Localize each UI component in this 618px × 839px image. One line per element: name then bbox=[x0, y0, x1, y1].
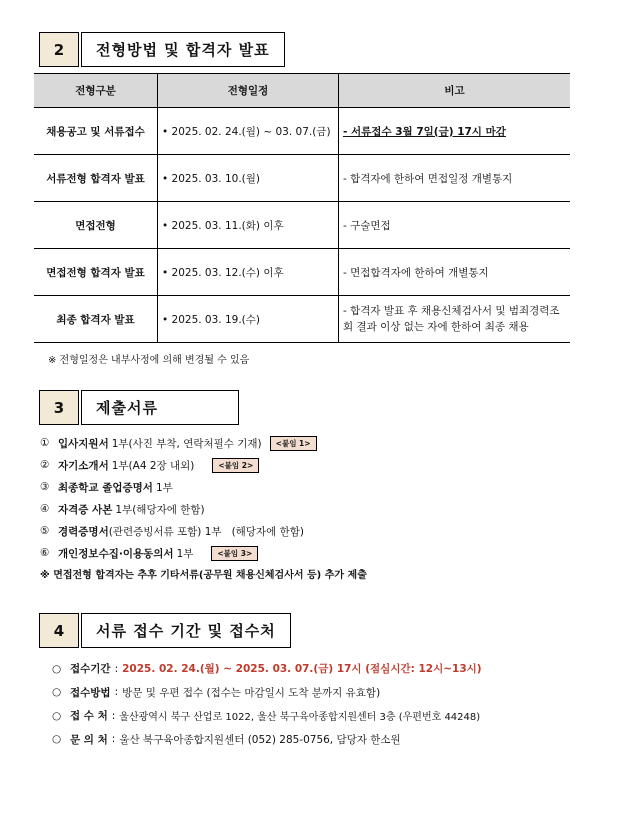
attachment-tag: <붙임 3> bbox=[211, 546, 258, 561]
item-name: 경력증명서 bbox=[58, 525, 109, 538]
info-value: 울산 북구육아종합지원센터 (052) 285-0756, 담당자 한소원 bbox=[119, 733, 401, 746]
section-number: 2 bbox=[39, 32, 79, 67]
row-type: 채용공고 및 서류접수 bbox=[34, 108, 158, 155]
item-name: 개인정보수집·이용동의서 bbox=[58, 547, 174, 560]
item-number: ② bbox=[40, 459, 50, 471]
row-date: • 2025. 02. 24.(월) ~ 03. 07.(금) bbox=[158, 108, 339, 155]
item-number: ① bbox=[40, 437, 50, 449]
item-name: 자격증 사본 bbox=[58, 503, 113, 516]
attachment-tag: <붙임 2> bbox=[212, 458, 259, 473]
table-header-row bbox=[34, 74, 570, 108]
row-date: • 2025. 03. 19.(수) bbox=[158, 296, 339, 343]
col-header-date: 전형일정 bbox=[158, 74, 339, 108]
schedule-footnote: ※ 전형일정은 내부사정에 의해 변경될 수 있음 bbox=[48, 355, 250, 366]
section-4-heading bbox=[39, 613, 291, 648]
table-row bbox=[34, 155, 570, 202]
table-row bbox=[34, 249, 570, 296]
table-row bbox=[34, 108, 570, 155]
row-type: 최종 합격자 발표 bbox=[34, 296, 158, 343]
list-item: ○ 접수방법 : 방문 및 우편 접수 (접수는 마감일시 도착 분까지 유효함) bbox=[52, 686, 381, 699]
item-desc: 1부(사진 부착, 연락처필수 기재) bbox=[111, 437, 262, 450]
item-desc: 1부(해당자에 한함) bbox=[115, 503, 205, 516]
section-3-heading bbox=[39, 390, 239, 425]
item-desc: 1부(A4 2장 내외) bbox=[111, 459, 195, 472]
row-note: - 서류접수 3월 7일(금) 17시 마감 bbox=[339, 108, 571, 155]
row-date: • 2025. 03. 10.(월) bbox=[158, 155, 339, 202]
item-desc: 1부 bbox=[155, 481, 173, 494]
row-date: • 2025. 03. 12.(수) 이후 bbox=[158, 249, 339, 296]
item-desc: (관련증빙서류 포함) 1부 (해당자에 한함) bbox=[108, 525, 304, 538]
list-item bbox=[40, 542, 367, 564]
col-header-type: 전형구분 bbox=[34, 74, 158, 108]
info-label: 문 의 처 bbox=[70, 733, 108, 746]
list-item: ○ 문 의 처 : 울산 북구육아종합지원센터 (052) 285-0756, 담당자 한소원 bbox=[52, 733, 401, 746]
list-item: ○ 접 수 처 : 울산광역시 북구 산업로 1022, 울산 북구육아종합지원센터 3층 (우편번호 44248) bbox=[52, 709, 481, 724]
item-name: 입사지원서 bbox=[58, 437, 109, 450]
attachment-tag: <붙임 1> bbox=[270, 436, 317, 451]
row-note: - 합격자 발표 후 채용신체검사서 및 범죄경력조회 결과 이상 없는 자에 한하여 최종 채용 bbox=[339, 296, 571, 343]
row-note: - 구술면접 bbox=[339, 202, 571, 249]
row-type: 면접전형 합격자 발표 bbox=[34, 249, 158, 296]
row-note: - 면접합격자에 한하여 개별통지 bbox=[339, 249, 571, 296]
table-row bbox=[34, 202, 570, 249]
list-item: ○ 접수기간 : 2025. 02. 24.(월) ~ 2025. 03. 07.(금) 17시 (점심시간: 12시~13시) bbox=[52, 662, 482, 676]
row-note: - 합격자에 한하여 면접일정 개별통지 bbox=[339, 155, 571, 202]
section-2-heading bbox=[39, 32, 285, 67]
row-date: • 2025. 03. 11.(화) 이후 bbox=[158, 202, 339, 249]
document-list bbox=[40, 432, 367, 581]
info-label: 접수방법 bbox=[70, 686, 111, 699]
circle-bullet-icon: ○ bbox=[52, 733, 62, 746]
circle-bullet-icon: ○ bbox=[52, 709, 62, 722]
circle-bullet-icon: ○ bbox=[52, 686, 62, 699]
list-item bbox=[40, 498, 367, 520]
item-name: 자기소개서 bbox=[58, 459, 109, 472]
section-title: 제출서류 bbox=[81, 390, 239, 425]
deadline-value: 2025. 02. 24.(월) ~ 2025. 03. 07.(금) 17시 (점심시간: 12시~13시) bbox=[122, 663, 482, 676]
item-number: ③ bbox=[40, 481, 50, 493]
additional-documents-note: ※ 면접전형 합격자는 추후 기타서류(공무원 채용신체검사서 등) 추가 제출 bbox=[40, 570, 367, 581]
info-value: 울산광역시 북구 산업로 1022, 울산 북구육아종합지원센터 3층 (우편번호 44248) bbox=[119, 712, 481, 724]
section-title: 서류 접수 기간 및 접수처 bbox=[81, 613, 291, 648]
row-type: 면접전형 bbox=[34, 202, 158, 249]
submission-info bbox=[52, 657, 482, 751]
item-name: 최종학교 졸업증명서 bbox=[58, 481, 153, 494]
section-number: 4 bbox=[39, 613, 79, 648]
row-type: 서류전형 합격자 발표 bbox=[34, 155, 158, 202]
col-header-note: 비고 bbox=[339, 74, 571, 108]
info-value: 방문 및 우편 접수 (접수는 마감일시 도착 분까지 유효함) bbox=[122, 686, 381, 699]
section-number: 3 bbox=[39, 390, 79, 425]
list-item bbox=[40, 476, 367, 498]
circle-bullet-icon: ○ bbox=[52, 662, 62, 675]
item-number: ⑤ bbox=[40, 525, 50, 537]
list-item bbox=[40, 432, 367, 454]
list-item bbox=[40, 520, 367, 542]
item-number: ⑥ bbox=[40, 547, 50, 559]
list-item bbox=[40, 454, 367, 476]
info-label: 접수기간 bbox=[70, 663, 111, 676]
table-row bbox=[34, 296, 570, 343]
section-title: 전형방법 및 합격자 발표 bbox=[81, 32, 285, 67]
item-desc: 1부 bbox=[176, 547, 194, 560]
schedule-table bbox=[34, 73, 570, 343]
info-label: 접 수 처 bbox=[70, 710, 108, 723]
item-number: ④ bbox=[40, 503, 50, 515]
